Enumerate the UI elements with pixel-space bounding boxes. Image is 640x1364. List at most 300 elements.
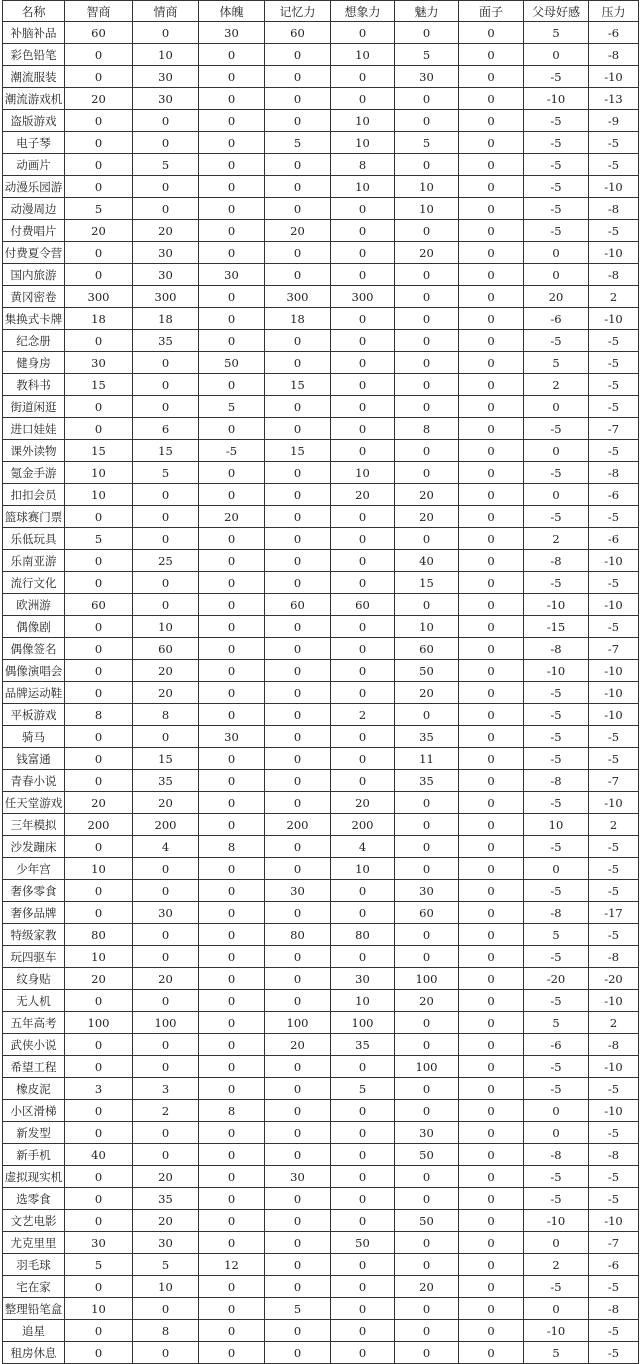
value-cell: 0 [199,550,265,572]
table-row [3,1342,639,1364]
table-row [3,858,639,880]
value-cell: 20 [133,220,199,242]
value-cell: 15 [133,440,199,462]
value-cell: 0 [459,792,524,814]
value-cell: 0 [395,462,459,484]
table-row [3,44,639,66]
value-cell: 0 [459,264,524,286]
value-cell: -5 [589,1122,639,1144]
value-cell: 0 [459,396,524,418]
value-cell: 35 [395,770,459,792]
value-cell: 0 [395,154,459,176]
value-cell: 20 [395,1276,459,1298]
value-cell: 0 [65,550,133,572]
table-row [3,506,639,528]
table-row [3,330,639,352]
value-cell: 0 [199,946,265,968]
value-cell: 0 [459,1166,524,1188]
value-cell: 0 [331,550,395,572]
value-cell: -13 [589,88,639,110]
value-cell: 0 [65,682,133,704]
value-cell: 0 [524,264,589,286]
value-cell: 20 [65,88,133,110]
value-cell: 20 [524,286,589,308]
value-cell: 30 [395,1122,459,1144]
value-cell: 0 [395,946,459,968]
value-cell: 0 [199,770,265,792]
value-cell: 0 [265,418,331,440]
item-name-cell: 宅在家 [3,1276,65,1298]
value-cell: 0 [459,506,524,528]
value-cell: 8 [133,704,199,726]
value-cell: 0 [459,1144,524,1166]
value-cell: 0 [265,968,331,990]
value-cell: 0 [459,660,524,682]
value-cell: -5 [524,726,589,748]
value-cell: 15 [395,572,459,594]
value-cell: 0 [265,704,331,726]
value-cell: -9 [589,110,639,132]
table-row [3,308,639,330]
value-cell: 0 [199,44,265,66]
value-cell: 0 [133,1034,199,1056]
value-cell: -6 [524,308,589,330]
value-cell: -5 [589,1188,639,1210]
value-cell: 0 [331,1144,395,1166]
value-cell: 5 [524,1012,589,1034]
table-row [3,1210,639,1232]
value-cell: 0 [265,1276,331,1298]
table-body [3,22,639,1364]
value-cell: -10 [589,594,639,616]
value-cell: 0 [265,1122,331,1144]
value-cell: 0 [199,594,265,616]
value-cell: 15 [133,748,199,770]
value-cell: 0 [65,1210,133,1232]
value-cell: 0 [199,220,265,242]
item-name-cell: 三年模拟 [3,814,65,836]
value-cell: 8 [331,154,395,176]
value-cell: 10 [65,462,133,484]
value-cell: 20 [395,506,459,528]
value-cell: 0 [133,176,199,198]
item-name-cell: 付费唱片 [3,220,65,242]
value-cell: 60 [265,594,331,616]
value-cell: -7 [589,638,639,660]
value-cell: 0 [265,88,331,110]
value-cell: 0 [265,330,331,352]
value-cell: 5 [65,1254,133,1276]
value-cell: 50 [395,1144,459,1166]
item-name-cell: 进口娃娃 [3,418,65,440]
value-cell: -5 [524,990,589,1012]
value-cell: 10 [395,198,459,220]
item-name-cell: 奢侈零食 [3,880,65,902]
table-row [3,1078,639,1100]
value-cell: -5 [589,1276,639,1298]
value-cell: -8 [589,44,639,66]
value-cell: 0 [133,726,199,748]
value-cell: 20 [265,1034,331,1056]
value-cell: 0 [265,198,331,220]
item-name-cell: 偶像签名 [3,638,65,660]
value-cell: 0 [265,352,331,374]
value-cell: 0 [265,682,331,704]
value-cell: 0 [65,396,133,418]
value-cell: 0 [459,990,524,1012]
value-cell: -10 [589,1210,639,1232]
value-cell: 0 [395,264,459,286]
value-cell: 10 [331,44,395,66]
value-cell: 30 [395,880,459,902]
value-cell: 20 [265,220,331,242]
item-name-cell: 武侠小说 [3,1034,65,1056]
value-cell: 0 [459,1012,524,1034]
table-row [3,1254,639,1276]
value-cell: 6 [133,418,199,440]
value-cell: 100 [395,968,459,990]
value-cell: 0 [459,374,524,396]
item-name-cell: 特级家教 [3,924,65,946]
value-cell: 0 [199,374,265,396]
value-cell: -5 [524,682,589,704]
value-cell: 0 [199,792,265,814]
value-cell: 0 [459,704,524,726]
value-cell: 0 [133,594,199,616]
table-row [3,1188,639,1210]
value-cell: 0 [524,440,589,462]
value-cell: 0 [199,1320,265,1342]
value-cell: -5 [589,440,639,462]
table-row [3,990,639,1012]
item-name-cell: 乐低玩具 [3,528,65,550]
value-cell: 3 [65,1078,133,1100]
value-cell: 5 [395,132,459,154]
value-cell: 0 [265,792,331,814]
value-cell: 0 [459,44,524,66]
value-cell: 0 [459,1342,524,1364]
value-cell: 0 [199,330,265,352]
value-cell: 0 [133,880,199,902]
value-cell: 0 [65,1034,133,1056]
table-row [3,1320,639,1342]
value-cell: -10 [524,660,589,682]
value-cell: 8 [199,1100,265,1122]
item-name-cell: 租房休息 [3,1342,65,1364]
value-cell: -5 [589,924,639,946]
table-row [3,462,639,484]
item-name-cell: 流行文化 [3,572,65,594]
table-row [3,1298,639,1320]
value-cell: 0 [331,264,395,286]
value-cell: 0 [65,726,133,748]
table-row [3,528,639,550]
value-cell: -8 [589,1298,639,1320]
value-cell: 2 [589,814,639,836]
value-cell: 0 [459,550,524,572]
value-cell: -8 [589,198,639,220]
value-cell: 0 [331,1188,395,1210]
value-cell: 0 [395,858,459,880]
value-cell: 30 [331,968,395,990]
value-cell: 0 [459,462,524,484]
value-cell: 0 [459,726,524,748]
table-row [3,880,639,902]
item-name-cell: 新手机 [3,1144,65,1166]
value-cell: 0 [265,660,331,682]
value-cell: 8 [133,1320,199,1342]
value-cell: 60 [265,22,331,44]
value-cell: -7 [589,770,639,792]
value-cell: -20 [589,968,639,990]
value-cell: 5 [395,44,459,66]
value-cell: 0 [459,220,524,242]
value-cell: -8 [524,1144,589,1166]
value-cell: 0 [133,1298,199,1320]
value-cell: -6 [524,1034,589,1056]
value-cell: 0 [265,484,331,506]
value-cell: 0 [65,616,133,638]
value-cell: 0 [133,352,199,374]
value-cell: 200 [331,814,395,836]
value-cell: 0 [395,396,459,418]
value-cell: 0 [395,1100,459,1122]
value-cell: 0 [133,572,199,594]
value-cell: -5 [524,506,589,528]
value-cell: 0 [331,198,395,220]
value-cell: 50 [395,660,459,682]
value-cell: 0 [331,528,395,550]
item-name-cell: 骑马 [3,726,65,748]
value-cell: -8 [589,1144,639,1166]
value-cell: 0 [459,198,524,220]
value-cell: 0 [395,1188,459,1210]
value-cell: -5 [589,1342,639,1364]
value-cell: 0 [459,1276,524,1298]
value-cell: 0 [459,1320,524,1342]
item-name-cell: 文艺电影 [3,1210,65,1232]
item-name-cell: 沙发蹦床 [3,836,65,858]
table-row [3,572,639,594]
value-cell: -10 [589,176,639,198]
value-cell: 0 [459,902,524,924]
value-cell: 0 [199,924,265,946]
value-cell: 0 [199,242,265,264]
value-cell: 0 [65,1320,133,1342]
value-cell: 0 [265,1232,331,1254]
value-cell: 0 [65,1056,133,1078]
value-cell: -5 [589,858,639,880]
value-cell: 20 [133,792,199,814]
value-cell: 0 [133,1122,199,1144]
value-cell: 10 [331,990,395,1012]
value-cell: -5 [589,572,639,594]
item-name-cell: 青春小说 [3,770,65,792]
table-row [3,220,639,242]
table-row [3,550,639,572]
value-cell: 0 [331,748,395,770]
value-cell: 0 [459,946,524,968]
value-cell: 0 [459,1210,524,1232]
value-cell: 0 [265,858,331,880]
value-cell: -8 [589,946,639,968]
value-cell: 0 [265,946,331,968]
value-cell: 0 [331,220,395,242]
column-header: 情商 [133,1,199,22]
value-cell: 0 [459,814,524,836]
value-cell: 0 [133,528,199,550]
value-cell: 0 [395,594,459,616]
value-cell: 60 [331,594,395,616]
value-cell: 0 [65,1166,133,1188]
item-name-cell: 篮球赛门票 [3,506,65,528]
value-cell: 0 [133,1342,199,1364]
value-cell: 0 [395,1342,459,1364]
value-cell: -5 [524,1166,589,1188]
value-cell: 0 [199,1012,265,1034]
value-cell: 0 [265,66,331,88]
value-cell: 0 [199,902,265,924]
value-cell: -5 [589,1166,639,1188]
value-cell: 0 [459,968,524,990]
value-cell: 0 [459,352,524,374]
value-cell: 5 [133,462,199,484]
table-row [3,1144,639,1166]
value-cell: 0 [65,836,133,858]
value-cell: 0 [459,572,524,594]
value-cell: -5 [199,440,265,462]
value-cell: -8 [524,550,589,572]
value-cell: 0 [524,44,589,66]
column-header: 父母好感 [524,1,589,22]
value-cell: 15 [65,374,133,396]
value-cell: 5 [524,352,589,374]
value-cell: 0 [199,1342,265,1364]
value-cell: 300 [65,286,133,308]
value-cell: 10 [65,858,133,880]
value-cell: 35 [133,1188,199,1210]
value-cell: 0 [65,66,133,88]
value-cell: 5 [65,528,133,550]
value-cell: 0 [331,66,395,88]
value-cell: 0 [265,726,331,748]
value-cell: 0 [459,88,524,110]
value-cell: 0 [265,462,331,484]
value-cell: -10 [589,550,639,572]
value-cell: 0 [395,528,459,550]
value-cell: -10 [524,1210,589,1232]
value-cell: 0 [265,176,331,198]
table-row [3,396,639,418]
value-cell: 0 [133,396,199,418]
value-cell: 20 [199,506,265,528]
value-cell: 30 [133,66,199,88]
value-cell: 35 [133,330,199,352]
value-cell: 40 [65,1144,133,1166]
value-cell: 0 [459,1100,524,1122]
item-name-cell: 奢侈品牌 [3,902,65,924]
column-header: 想象力 [331,1,395,22]
table-row [3,154,639,176]
value-cell: 0 [331,726,395,748]
value-cell: -5 [524,748,589,770]
value-cell: -10 [589,792,639,814]
value-cell: 60 [133,638,199,660]
value-cell: 0 [331,242,395,264]
value-cell: 60 [65,594,133,616]
value-cell: -15 [524,616,589,638]
value-cell: -10 [589,990,639,1012]
item-name-cell: 集换式卡牌 [3,308,65,330]
value-cell: 0 [265,1100,331,1122]
value-cell: -5 [589,748,639,770]
item-name-cell: 氪金手游 [3,462,65,484]
value-cell: 0 [459,22,524,44]
value-cell: 200 [265,814,331,836]
item-name-cell: 课外读物 [3,440,65,462]
value-cell: 0 [133,924,199,946]
value-cell: -5 [524,1056,589,1078]
value-cell: 0 [265,1320,331,1342]
value-cell: 0 [199,1276,265,1298]
value-cell: 0 [395,814,459,836]
table-row [3,286,639,308]
table-row [3,264,639,286]
value-cell: -5 [589,616,639,638]
value-cell: 300 [133,286,199,308]
column-header: 体魄 [199,1,265,22]
value-cell: 50 [331,1232,395,1254]
value-cell: 35 [133,770,199,792]
value-cell: 0 [65,1100,133,1122]
item-name-cell: 新发型 [3,1122,65,1144]
column-header: 魅力 [395,1,459,22]
value-cell: 200 [65,814,133,836]
item-name-cell: 希望工程 [3,1056,65,1078]
value-cell: 0 [65,880,133,902]
value-cell: 0 [265,506,331,528]
value-cell: 0 [331,946,395,968]
value-cell: 2 [524,374,589,396]
table-row [3,902,639,924]
table-row [3,440,639,462]
item-name-cell: 电子琴 [3,132,65,154]
value-cell: 0 [459,638,524,660]
value-cell: 0 [65,638,133,660]
column-header: 记忆力 [265,1,331,22]
value-cell: 5 [265,132,331,154]
value-cell: 0 [331,1056,395,1078]
value-cell: 0 [459,418,524,440]
value-cell: 0 [133,132,199,154]
value-cell: 0 [265,1254,331,1276]
value-cell: 0 [395,1320,459,1342]
value-cell: 0 [265,1342,331,1364]
value-cell: -5 [524,110,589,132]
value-cell: 100 [133,1012,199,1034]
value-cell: 0 [459,616,524,638]
value-cell: -17 [589,902,639,924]
value-cell: 0 [331,616,395,638]
table-row [3,660,639,682]
value-cell: 0 [395,110,459,132]
value-cell: 0 [199,1210,265,1232]
table-row [3,352,639,374]
value-cell: 0 [199,418,265,440]
value-cell: -5 [524,792,589,814]
value-cell: 0 [199,638,265,660]
value-cell: 0 [65,1342,133,1364]
